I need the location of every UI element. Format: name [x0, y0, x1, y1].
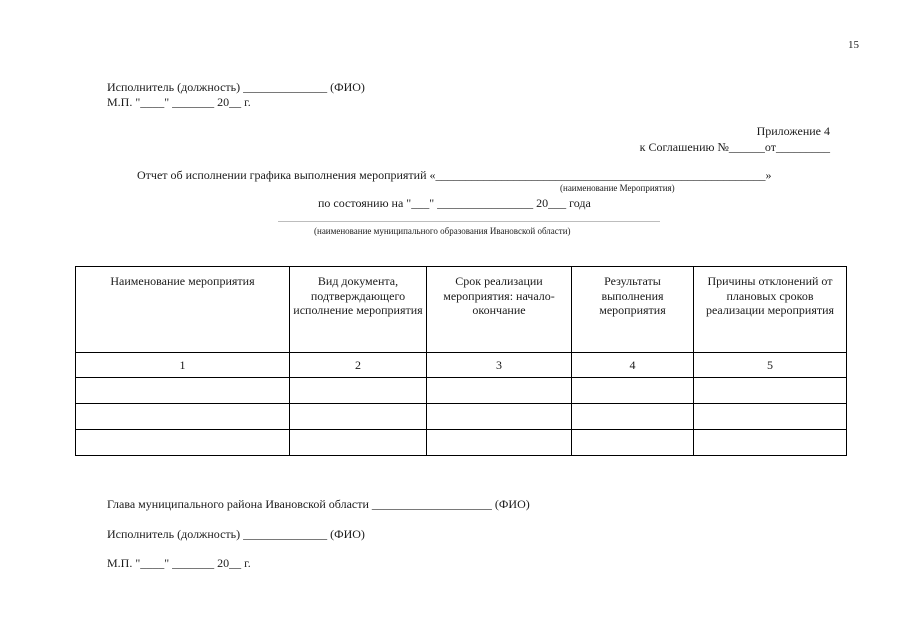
table-cell[interactable]	[427, 404, 572, 430]
table-row	[76, 378, 847, 404]
column-number: 5	[694, 353, 847, 378]
table-row	[76, 430, 847, 456]
municipality-underline	[278, 221, 660, 222]
table-cell[interactable]	[694, 430, 847, 456]
agreement-line: к Соглашению №______от_________	[639, 140, 830, 154]
report-title: Отчет об исполнении графика выполнения мероприятий «_______________________________________________________»	[137, 168, 772, 182]
table-cell[interactable]	[694, 378, 847, 404]
header-event-name: Наименование мероприятия	[76, 267, 290, 353]
column-number: 4	[572, 353, 694, 378]
table-header-row	[76, 267, 847, 353]
municipality-caption: (наименование муниципального образования Ивановской области)	[314, 226, 571, 236]
column-number: 1	[76, 353, 290, 378]
table-cell[interactable]	[427, 378, 572, 404]
table-cell[interactable]	[76, 378, 290, 404]
table-cell[interactable]	[572, 430, 694, 456]
header-implementation-term: Срок реализации мероприятия: начало-окончание	[427, 267, 572, 353]
executor-line-top: Исполнитель (должность) ______________ (ФИО)	[107, 80, 365, 94]
header-results: Результаты выполнения мероприятия	[572, 267, 694, 353]
appendix-label: Приложение 4	[756, 124, 830, 138]
stamp-line-bottom: М.П. "____" _______ 20__ г.	[107, 556, 251, 570]
table-cell[interactable]	[427, 430, 572, 456]
page-number: 15	[848, 39, 859, 51]
as-of-date-line: по состоянию на "___" ________________ 20___ года	[318, 196, 591, 210]
table-cell[interactable]	[694, 404, 847, 430]
table-cell[interactable]	[572, 404, 694, 430]
table-cell[interactable]	[76, 404, 290, 430]
table-cell[interactable]	[572, 378, 694, 404]
head-signature-line: Глава муниципального района Ивановской области ____________________ (ФИО)	[107, 497, 530, 511]
column-number: 3	[427, 353, 572, 378]
table-row	[76, 404, 847, 430]
report-table	[75, 266, 847, 456]
header-document-type: Вид документа, подтверждающего исполнение мероприятия	[290, 267, 427, 353]
table-cell[interactable]	[290, 430, 427, 456]
table-cell[interactable]	[290, 404, 427, 430]
executor-line-bottom: Исполнитель (должность) ______________ (ФИО)	[107, 527, 365, 541]
table-cell[interactable]	[290, 378, 427, 404]
header-deviation-reasons: Причины отклонений от плановых сроков реализации мероприятия	[694, 267, 847, 353]
stamp-line-top: М.П. "____" _______ 20__ г.	[107, 95, 251, 109]
column-number-row	[76, 353, 847, 378]
event-name-caption: (наименование Мероприятия)	[560, 183, 675, 193]
table-cell[interactable]	[76, 430, 290, 456]
column-number: 2	[290, 353, 427, 378]
